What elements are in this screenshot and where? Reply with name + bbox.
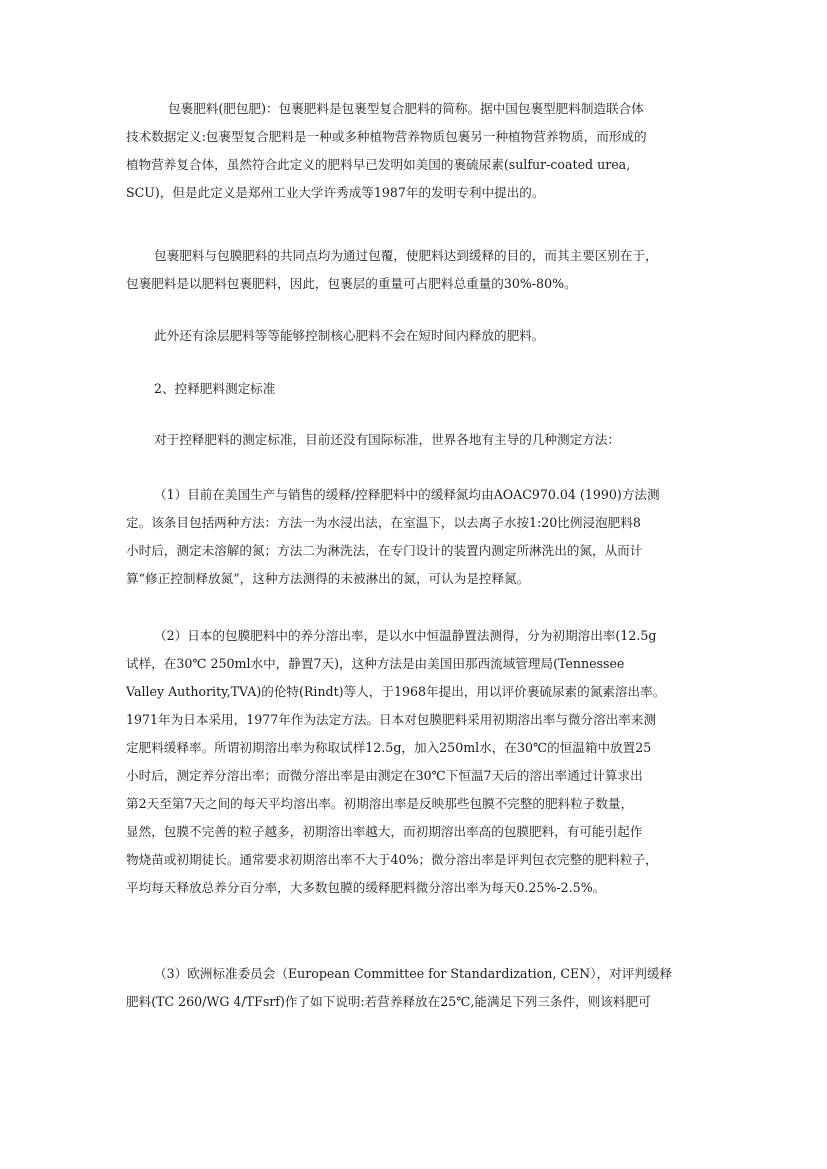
section-heading: 2、控释肥料测定标准 <box>154 381 276 396</box>
text-line: 物烧苗或初期徒长。通常要求初期溶出率不大于40%；微分溶出率是评判包衣完整的肥料粒子， <box>126 852 658 867</box>
section-heading-standards <box>126 375 706 403</box>
text-line: 定。该条目包括两种方法：方法一为水浸出法，在室温下，以去离子水按1:20比例浸泡肥料8 <box>126 515 641 530</box>
text-line: 植物营养复合体，虽然符合此定义的肥料早已发明如美国的裹硫尿素(sulfur-coated urea, <box>126 157 631 172</box>
text-line: 试样，在30℃ 250ml水中，静置7天)，这种方法是由美国田那西流域管理局(Tennessee <box>126 656 625 671</box>
text-line: 此外还有涂层肥料等等能够控制核心肥料不会在短时间内释放的肥料。 <box>154 328 545 343</box>
text-line: 1971年为日本采用，1977年作为法定方法。日本对包膜肥料采用初期溶出率与微分溶出率来测 <box>126 712 657 727</box>
text-line: Valley Authority,TVA)的伦特(Rindt)等人，于1968年提出，用以评价裹硫尿素的氮素溶出率。 <box>126 684 666 699</box>
text-line: 小时后，测定养分溶出率；而微分溶出率是由测定在30℃下恒温7天后的溶出率通过计算求出 <box>126 768 643 783</box>
paragraph-japan-method <box>126 622 706 902</box>
text-line: 算“修正控制释放氮”，这种方法测得的未被淋出的氮，可认为是控释氮。 <box>126 571 530 586</box>
paragraph-coated-fertilizer-definition <box>126 95 706 207</box>
paragraph-standards-intro <box>126 426 706 454</box>
text-line: 包裹肥料是以肥料包裹肥料，因此，包裹层的重量可占肥料总重量的30%-80%。 <box>126 276 577 291</box>
paragraph-other-fertilizers <box>126 322 706 350</box>
text-line: 小时后，测定未溶解的氮；方法二为淋洗法，在专门设计的装置内测定所淋洗出的氮，从而计 <box>126 543 643 558</box>
text-line: 第2天至第7天之间的每天平均溶出率。初期溶出率是反映那些包膜不完整的肥料粒子数量， <box>126 796 634 811</box>
text-line: SCU)，但是此定义是郑州工业大学许秀成等1987年的发明专利中提出的。 <box>126 185 545 200</box>
paragraph-coated-vs-film-coated <box>126 242 706 298</box>
paragraph-us-method <box>126 481 706 593</box>
text-line: 包裹肥料与包膜肥料的共同点均为通过包覆，使肥料达到缓释的目的，而其主要区别在于， <box>154 248 658 263</box>
text-line: 技术数据定义:包裹型复合肥料是一种或多种植物营养物质包裹另一种植物营养物质，而形成的 <box>126 129 647 144</box>
text-line: 肥料(TC 260/WG 4/TFsrf)作了如下说明:若营养释放在25℃,能满足下列三条件，则该料肥可 <box>126 994 651 1009</box>
text-line: （2）日本的包膜肥料中的养分溶出率，是以水中恒温静置法测得，分为初期溶出率(12.5g <box>154 628 657 643</box>
text-line: 包裹肥料(肥包肥)：包裹肥料是包裹型复合肥料的简称。据中国包裹型肥料制造联合体 <box>168 101 644 116</box>
text-line: 平均每天释放总养分百分率，大多数包膜的缓释肥料微分溶出率为每天0.25%-2.5%。 <box>126 880 606 895</box>
text-line: 对于控释肥料的测定标准，目前还没有国际标准，世界各地有主导的几种测定方法： <box>154 432 620 447</box>
text-line: （3）欧洲标准委员会（European Committee for Standardization, CEN），对评判缓释 <box>154 966 673 981</box>
text-line: 定肥料缓释率。所谓初期溶出率为称取试样12.5g，加入250ml水，在30℃的恒温箱中放置25 <box>126 740 652 755</box>
paragraph-europe-method <box>126 960 706 1016</box>
text-line: （1）目前在美国生产与销售的缓释/控释肥料中的缓释氮均由AOAC970.04 (1990)方法测 <box>154 487 660 502</box>
text-line: 显然，包膜不完善的粒子越多，初期溶出率越大，而初期溶出率高的包膜肥料，有可能引起作 <box>126 824 643 839</box>
